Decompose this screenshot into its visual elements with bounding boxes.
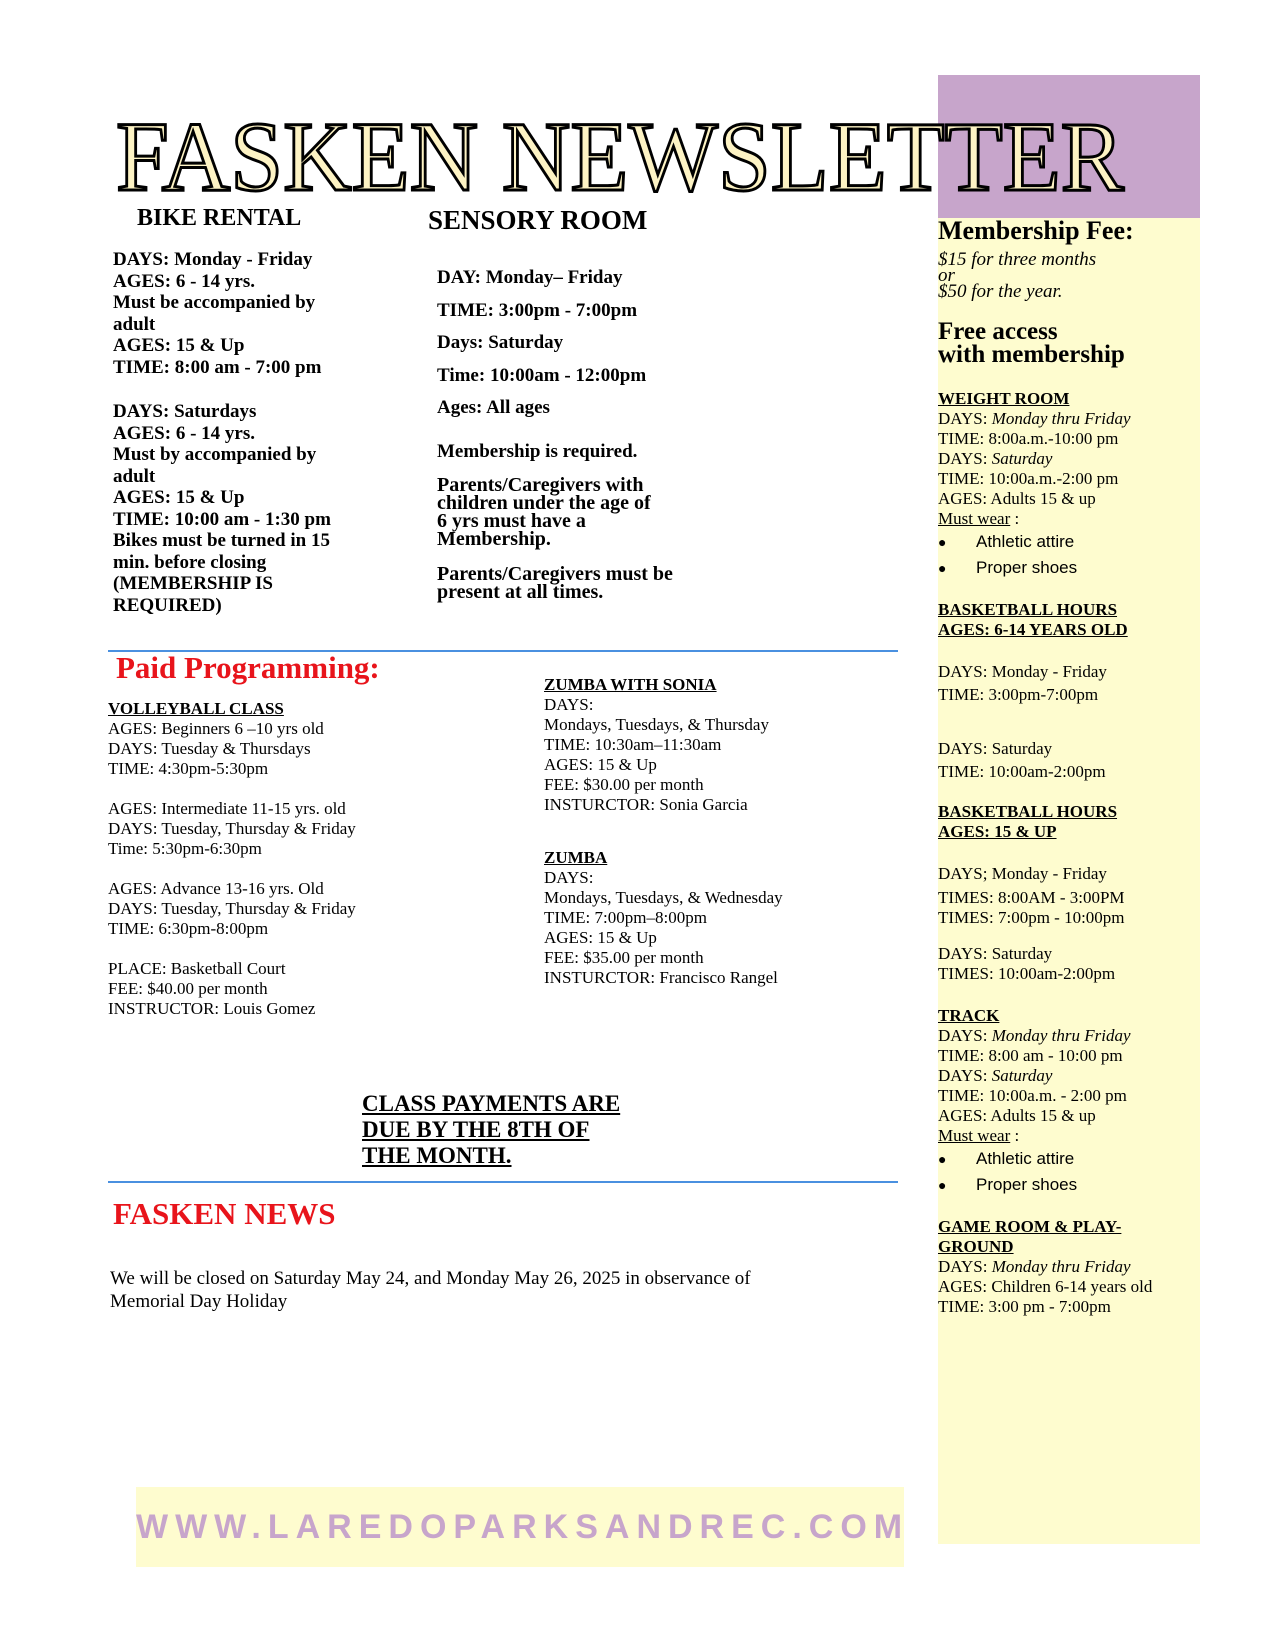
bullet-item [938, 529, 1200, 555]
days-label: DAYS: [938, 1026, 992, 1045]
bullet-item [938, 1146, 1200, 1172]
volleyball-line: FEE: $40.00 per month [108, 979, 268, 998]
bullet-icon: ● [938, 1177, 947, 1193]
basketball-line: DAYS; Monday - Friday [938, 864, 1107, 883]
basketball-adult-section [938, 802, 1200, 984]
present-line: Parents/Caregivers must be [437, 563, 673, 585]
bike-line: Must by accompanied by [113, 444, 317, 465]
bullet-item [938, 555, 1200, 581]
payment-line: DUE BY THE 8TH OF [362, 1117, 590, 1142]
news-line: Memorial Day Holiday [110, 1291, 288, 1312]
basketball-line: TIMES: 8:00AM - 3:00PM [938, 888, 1125, 907]
volleyball-line [108, 779, 528, 799]
volleyball-line: Time: 5:30pm-6:30pm [108, 839, 262, 858]
game-room-title: GAME ROOM & PLAY- [938, 1217, 1122, 1236]
zumba-line: Mondays, Tuesdays, & Wednesday [544, 888, 783, 907]
volleyball-line: INSTRUCTOR: Louis Gomez [108, 999, 316, 1018]
zumba-title: ZUMBA [544, 848, 608, 867]
days-value: Saturday [991, 1066, 1053, 1085]
bullet-text: Athletic attire [976, 1149, 1075, 1168]
volleyball-line [108, 939, 528, 959]
basketball-line: TIME: 10:00am-2:00pm [938, 762, 1106, 781]
fee-line: $50 for the year. [938, 281, 1063, 302]
basketball-youth-section [938, 600, 1200, 782]
bike-line: Bikes must be turned in 15 [113, 530, 330, 551]
must-wear-colon: : [1010, 509, 1020, 528]
fasken-news-heading: FASKEN NEWS [113, 1196, 336, 1231]
volleyball-line: DAYS: Tuesday, Thursday & Friday [108, 819, 356, 838]
basketball-line: TIMES: 10:00am-2:00pm [938, 964, 1116, 983]
payment-notice [362, 1091, 692, 1169]
website-url[interactable]: WWW.LAREDOPARKSANDREC.COM [136, 1508, 910, 1546]
weight-room-title: WEIGHT ROOM [938, 389, 1070, 408]
zumba-line: INSTURCTOR: Francisco Rangel [544, 968, 778, 987]
track-title: TRACK [938, 1006, 1000, 1025]
volleyball-line [108, 859, 528, 879]
volleyball-line: DAYS: Tuesday & Thursdays [108, 739, 311, 758]
parents-line: Parents/Caregivers with [437, 474, 644, 496]
basketball-line: TIME: 3:00pm-7:00pm [938, 685, 1099, 704]
volleyball-line: AGES: Advance 13-16 yrs. Old [108, 879, 324, 898]
fee-line: or [938, 265, 955, 286]
days-value: Monday thru Friday [991, 1026, 1131, 1045]
zumba-line: FEE: $35.00 per month [544, 948, 704, 967]
days-label: DAYS: [938, 1257, 992, 1276]
bullet-icon: ● [938, 534, 947, 550]
bike-line: (MEMBERSHIP IS [113, 573, 273, 594]
sensory-line: Time: 10:00am - 12:00pm [437, 364, 647, 386]
zumba-line: DAYS: [544, 868, 594, 887]
sensory-room-heading: SENSORY ROOM [428, 205, 648, 235]
game-room-title: GROUND [938, 1237, 1014, 1256]
section-divider [108, 1181, 898, 1183]
volleyball-line: AGES: Beginners 6 –10 yrs old [108, 719, 324, 738]
parents-line: Membership. [437, 528, 551, 550]
newsletter-title [112, 104, 1132, 204]
parents-line: 6 yrs must have a [437, 510, 586, 532]
days-label: DAYS: [938, 409, 992, 428]
volleyball-line: TIME: 6:30pm-8:00pm [108, 919, 269, 938]
zumba-with-sonia [544, 675, 904, 815]
bullet-icon: ● [938, 560, 947, 576]
time-line: TIME: 10:00a.m.-2:00 pm [938, 469, 1119, 488]
basketball-title: AGES: 15 & UP [938, 822, 1057, 841]
membership-fee-heading: Membership Fee: [938, 216, 1134, 245]
days-label: DAYS: [938, 1066, 992, 1085]
bullet-text: Athletic attire [976, 532, 1075, 551]
bike-line: DAYS: Monday - Friday [113, 249, 313, 270]
news-body [110, 1267, 900, 1313]
game-room-section [938, 1217, 1200, 1317]
bullet-text: Proper shoes [976, 558, 1078, 577]
ages-line: AGES: Adults 15 & up [938, 1106, 1096, 1125]
sensory-line: TIME: 3:00pm - 7:00pm [437, 299, 638, 321]
track-section [938, 1006, 1200, 1198]
sensory-line: DAY: Monday– Friday [437, 267, 623, 288]
title-text: FASKEN NEWSLETTER [116, 104, 1125, 204]
sensory-line: Days: Saturday [437, 332, 564, 353]
bike-line: DAYS: Saturdays [113, 401, 257, 422]
days-value: Monday thru Friday [991, 1257, 1131, 1276]
time-line: TIME: 10:00a.m. - 2:00 pm [938, 1086, 1127, 1105]
membership-required-note: Membership is required. [437, 441, 638, 462]
bike-line: TIME: 8:00 am - 7:00 pm [113, 356, 322, 378]
bike-line: REQUIRED) [113, 594, 222, 616]
paid-programming-heading: Paid Programming: [116, 650, 380, 685]
sensory-room-schedule [437, 262, 747, 425]
bike-line: min. before closing [113, 551, 267, 573]
volleyball-title: VOLLEYBALL CLASS [108, 699, 284, 718]
volleyball-line: DAYS: Tuesday, Thursday & Friday [108, 899, 356, 918]
bike-rental-heading: BIKE RENTAL [137, 205, 302, 231]
zumba-sonia-line: Mondays, Tuesdays, & Thursday [544, 715, 769, 734]
time-line: TIME: 8:00a.m.-10:00 pm [938, 429, 1119, 448]
zumba-line: TIME: 7:00pm–8:00pm [544, 908, 707, 927]
footer-banner [136, 1487, 910, 1567]
volleyball-line: AGES: Intermediate 11-15 yrs. old [108, 799, 346, 818]
fee-line: $15 for three months [938, 249, 1097, 270]
zumba-class [544, 848, 904, 988]
must-wear-colon: : [1010, 1126, 1020, 1145]
basketball-title: BASKETBALL HOURS [938, 802, 1118, 821]
volleyball-line: PLACE: Basketball Court [108, 959, 286, 978]
bike-line: TIME: 10:00 am - 1:30 pm [113, 508, 331, 530]
zumba-sonia-line: AGES: 15 & Up [544, 755, 657, 774]
bullet-item [938, 1172, 1200, 1198]
bullet-icon: ● [938, 1151, 947, 1167]
basketball-line: TIMES: 7:00pm - 10:00pm [938, 908, 1125, 927]
bike-rental-saturday [113, 401, 403, 616]
ages-line: AGES: Adults 15 & up [938, 489, 1096, 508]
bike-line: AGES: 6 - 14 yrs. [113, 422, 255, 444]
volleyball-class [108, 699, 528, 1019]
days-value: Saturday [991, 449, 1053, 468]
basketball-line: DAYS: Saturday [938, 944, 1053, 963]
ages-line: AGES: Children 6-14 years old [938, 1277, 1153, 1296]
sidebar-content [938, 216, 1200, 1317]
access-heading-line: with membership [938, 341, 1125, 368]
time-line: TIME: 8:00 am - 10:00 pm [938, 1046, 1123, 1065]
zumba-line: AGES: 15 & Up [544, 928, 657, 947]
zumba-sonia-line: TIME: 10:30am–11:30am [544, 735, 722, 754]
basketball-line: DAYS: Saturday [938, 739, 1053, 758]
bike-line: adult [113, 465, 156, 487]
payment-line: THE MONTH. [362, 1143, 512, 1168]
bike-rental-weekday [113, 249, 403, 378]
parents-present-note [437, 565, 757, 601]
sensory-line: Ages: All ages [437, 397, 550, 418]
zumba-sonia-line: INSTURCTOR: Sonia Garcia [544, 795, 748, 814]
volleyball-line: TIME: 4:30pm-5:30pm [108, 759, 269, 778]
zumba-sonia-line: DAYS: [544, 695, 594, 714]
bike-line: AGES: 6 - 14 yrs. [113, 270, 255, 292]
access-heading-line: Free access [938, 318, 1058, 345]
time-line: TIME: 3:00 pm - 7:00pm [938, 1297, 1111, 1316]
days-label: DAYS: [938, 449, 992, 468]
parents-age-note [437, 476, 757, 548]
news-line: We will be closed on Saturday May 24, and Monday May 26, 2025 in observance of [110, 1268, 751, 1289]
basketball-line: DAYS: Monday - Friday [938, 662, 1107, 681]
bike-line: AGES: 15 & Up [113, 335, 245, 356]
bike-line: adult [113, 313, 156, 335]
must-wear-label: Must wear [938, 1126, 1011, 1145]
zumba-sonia-line: FEE: $30.00 per month [544, 775, 704, 794]
payment-line: CLASS PAYMENTS ARE [362, 1091, 621, 1116]
weight-room-section [938, 389, 1200, 581]
basketball-title: AGES: 6-14 YEARS OLD [938, 620, 1128, 639]
days-value: Monday thru Friday [991, 409, 1131, 428]
parents-line: children under the age of [437, 492, 651, 514]
bullet-text: Proper shoes [976, 1175, 1078, 1194]
bike-line: AGES: 15 & Up [113, 487, 245, 508]
present-line: present at all times. [437, 581, 604, 603]
zumba-sonia-title: ZUMBA WITH SONIA [544, 675, 717, 694]
basketball-title: BASKETBALL HOURS [938, 600, 1118, 619]
must-wear-label: Must wear [938, 509, 1011, 528]
bike-line: Must be accompanied by [113, 292, 316, 313]
